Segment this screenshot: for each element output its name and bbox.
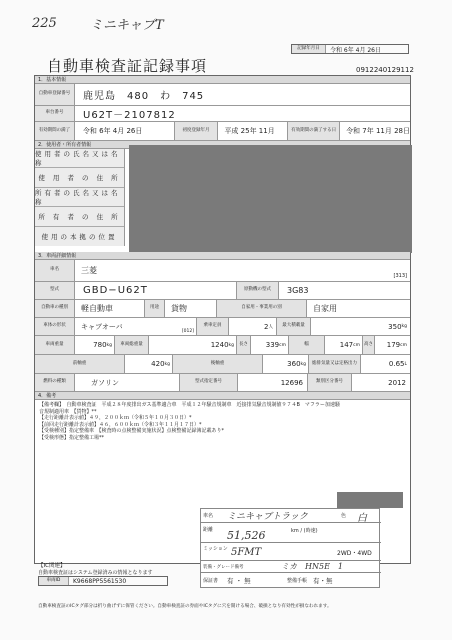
fuel-value: ガソリン bbox=[75, 374, 180, 391]
bottom-note: 自動車検査証のICタグ部分は折り曲げずに保管ください。自動車検査証の券面やICタグに穴を開ける場合、破損となり有効性が損なわれます。 bbox=[38, 604, 332, 609]
shape-code: [012] bbox=[181, 329, 194, 334]
kind-label: 自動車の種別 bbox=[35, 300, 75, 317]
model-label: 型式 bbox=[35, 282, 75, 299]
start-value: 令和 6年 4月 26日 bbox=[75, 122, 175, 140]
notes-block bbox=[39, 402, 409, 441]
width-cell bbox=[325, 336, 363, 354]
displacement-value: 0.65 bbox=[388, 360, 405, 368]
shape-value-cell bbox=[75, 318, 197, 335]
ic-id-value: K9668PP5561530 bbox=[73, 577, 127, 585]
weight-cell bbox=[75, 336, 115, 354]
plate-row bbox=[35, 84, 410, 106]
width-value: 147 bbox=[339, 341, 354, 349]
notes-line: 【受検種別】指定整備車 【検査時の点検整備実施状況】点検整備記録簿記載あり* bbox=[39, 428, 225, 434]
memo-manual-label: 整備手帳 bbox=[287, 578, 308, 584]
front-axle-value: 420 bbox=[151, 360, 165, 368]
expiry-value: 令和 7年 11月 28日 bbox=[346, 127, 411, 135]
chassis-value: U62T－2107812 bbox=[83, 110, 176, 121]
ic-note: 自動車検査証はシステム登録済みの情報となります bbox=[38, 570, 153, 576]
displacement-label: 総排気量又は定格出力 bbox=[309, 355, 361, 373]
memo-manual-value: 有・無 bbox=[313, 577, 333, 585]
type-no-label: 型式指定番号 bbox=[180, 374, 238, 391]
memo-odo-label: 距離 bbox=[203, 527, 214, 533]
rear-axle-unit: kg bbox=[300, 361, 306, 367]
memo-extra-row bbox=[201, 561, 381, 573]
height-cell bbox=[375, 336, 410, 354]
length-value: 339 bbox=[265, 341, 280, 349]
user-name-label: 使用者の氏名又は名称 bbox=[35, 149, 124, 168]
memo-name-row bbox=[201, 509, 381, 523]
weight-row bbox=[35, 336, 410, 355]
start-label: 有効期間の満了 bbox=[35, 122, 75, 140]
redaction-block bbox=[129, 145, 412, 253]
maker-code: [313] bbox=[393, 273, 407, 279]
notes-line: 【受検形態】指定整備工場** bbox=[39, 434, 105, 441]
weight-value: 780 bbox=[93, 341, 107, 349]
weight-label: 車両重量 bbox=[35, 336, 75, 354]
chassis-label: 車台番号 bbox=[35, 106, 75, 121]
gross-value: 1240 bbox=[210, 341, 229, 349]
maker-value: 三菱 bbox=[81, 266, 97, 275]
max-load-label: 最大積載量 bbox=[277, 318, 311, 335]
kind-value: 軽自動車 bbox=[75, 300, 145, 317]
shape-row bbox=[35, 318, 410, 336]
memo-odo-value: 51,526 bbox=[227, 529, 266, 542]
maker-row bbox=[35, 260, 410, 282]
capacity-cell bbox=[229, 318, 277, 335]
axle-row bbox=[35, 355, 410, 374]
section-basic-header: 1．基本情報 bbox=[35, 76, 410, 84]
class-no-label: 類別区分番号 bbox=[308, 374, 352, 391]
handwritten-number: 225 bbox=[32, 16, 57, 31]
main-form bbox=[34, 75, 411, 564]
class-no-value: 2012 bbox=[388, 378, 406, 387]
max-load-value: 350 bbox=[388, 322, 402, 331]
redaction-small bbox=[337, 492, 403, 508]
engine-label: 原動機の型式 bbox=[237, 282, 279, 299]
memo-check-label: 保証書 bbox=[203, 578, 219, 584]
memo-color-value: 白 bbox=[357, 513, 367, 524]
max-load-unit: kg bbox=[401, 324, 407, 329]
record-date-label: 記録年月日 bbox=[292, 45, 326, 53]
memo-mission-row bbox=[201, 543, 381, 561]
gross-label: 車両総重量 bbox=[115, 336, 149, 354]
memo-odo-row bbox=[201, 523, 381, 543]
length-cell bbox=[251, 336, 289, 354]
notes-line: 音規制適用車 【貨物】** bbox=[39, 408, 97, 415]
use-value: 貨物 bbox=[165, 300, 217, 317]
use-label: 用途 bbox=[145, 300, 165, 317]
ic-title: 【IC関連】 bbox=[38, 563, 66, 569]
capacity-value: 2 bbox=[264, 322, 269, 331]
owner-name-label: 所有者の氏名又は名称 bbox=[35, 188, 124, 207]
page-title: 自動車検査証記録事項 bbox=[47, 57, 208, 75]
notes-line: 【走行距離計表示値】４９，２００ｋｍ（令和５年１０月３０日）* bbox=[39, 415, 192, 421]
first-reg-label: 初度登録年月 bbox=[175, 122, 219, 140]
memo-mission-label: ミッション bbox=[203, 546, 228, 552]
ic-id-label: 車両ID bbox=[39, 577, 69, 585]
model-value: GBD−U62T bbox=[75, 282, 237, 299]
memo-sticker bbox=[200, 508, 380, 588]
capacity-unit: 人 bbox=[268, 324, 273, 330]
capacity-label: 乗車定員 bbox=[197, 318, 229, 335]
chassis-row bbox=[35, 106, 410, 122]
memo-extra-label: 装備・グレード備考 bbox=[203, 565, 244, 570]
front-axle-unit: kg bbox=[164, 361, 170, 367]
shape-value: キャブオーバ bbox=[81, 322, 123, 331]
expiry-label: 有効期間の満了する日 bbox=[288, 122, 340, 140]
length-label: 長さ bbox=[237, 336, 251, 354]
fuel-label: 燃料の種類 bbox=[35, 374, 75, 391]
memo-name-value: ミニキャブトラック bbox=[227, 512, 308, 522]
record-date-value: 令和 6年 4月 26日 bbox=[330, 46, 381, 54]
rear-axle-value: 360 bbox=[287, 360, 301, 368]
memo-check-row bbox=[201, 573, 381, 589]
memo-check-value: 有 ・ 無 bbox=[227, 577, 251, 585]
section-vehicle-header: 3．車両詳細情報 bbox=[35, 252, 410, 260]
height-label: 高さ bbox=[363, 336, 375, 354]
width-unit: cm bbox=[353, 342, 360, 348]
weight-unit: kg bbox=[106, 342, 112, 348]
front-axle-label: 前軸重 bbox=[35, 355, 125, 373]
ic-id-box bbox=[38, 576, 168, 586]
dates-row bbox=[35, 122, 410, 141]
private-value: 自家用 bbox=[313, 304, 337, 313]
first-reg-value: 平成 25年 11月 bbox=[218, 122, 288, 140]
displacement-unit: L bbox=[404, 361, 407, 367]
notes-line: 【前回走行距離計表示値】４６，６００ｋｍ（令和３年１１月１７日）* bbox=[39, 421, 202, 428]
plate-label: 自動車登録番号 bbox=[35, 84, 75, 105]
plate-value: 鹿児島 480 わ 745 bbox=[83, 91, 205, 102]
length-unit: cm bbox=[279, 342, 286, 348]
memo-color-label: 色 bbox=[341, 513, 347, 519]
memo-odo-unit: km / (時速) bbox=[291, 528, 318, 534]
front-axle-cell bbox=[125, 355, 173, 373]
memo-drive-value: 2WD・4WD bbox=[337, 550, 372, 557]
maker-label: 車名 bbox=[35, 260, 75, 281]
width-label: 幅 bbox=[289, 336, 325, 354]
handwritten-vehicle-name: ミニキャブT bbox=[90, 18, 164, 33]
base-location-label: 使用の本拠の位置 bbox=[35, 227, 124, 246]
engine-value: 3G83 bbox=[287, 286, 309, 295]
shape-label: 車体の形状 bbox=[35, 318, 75, 335]
doc-number: 0912240129112 bbox=[356, 66, 414, 74]
displacement-cell bbox=[361, 355, 410, 373]
rear-axle-cell bbox=[263, 355, 309, 373]
section-user-header: 2．使用者・所有者情報 bbox=[35, 141, 410, 149]
height-unit: cm bbox=[400, 342, 407, 348]
section-notes-header: 4．備考 bbox=[35, 392, 410, 400]
record-date-box bbox=[291, 44, 409, 54]
gross-unit: kg bbox=[228, 342, 234, 348]
max-load-cell bbox=[311, 318, 410, 335]
memo-mission-value: 5FMT bbox=[231, 547, 262, 558]
owner-address-label: 所 有 者 の 住 所 bbox=[35, 207, 124, 226]
rear-axle-label: 後軸重 bbox=[173, 355, 263, 373]
user-labels bbox=[35, 149, 125, 246]
kind-row bbox=[35, 300, 410, 318]
user-address-label: 使 用 者 の 住 所 bbox=[35, 168, 124, 187]
height-value: 179 bbox=[386, 341, 401, 349]
fuel-row bbox=[35, 374, 410, 392]
private-label: 自家用・事業用の別 bbox=[217, 300, 307, 317]
model-row bbox=[35, 282, 410, 300]
gross-cell bbox=[149, 336, 237, 354]
type-no-value: 12696 bbox=[238, 374, 308, 391]
memo-name-label: 車名 bbox=[203, 513, 214, 519]
notes-line: 【備考欄】 自動車検査証 平成２８年度排出ガス基準適合車 平成１２年騒音規制車 近接排気騒音規制値９７４B マフラー加速騒 bbox=[39, 402, 340, 408]
memo-extra-value: ミカ HN5E 1 bbox=[281, 562, 343, 571]
